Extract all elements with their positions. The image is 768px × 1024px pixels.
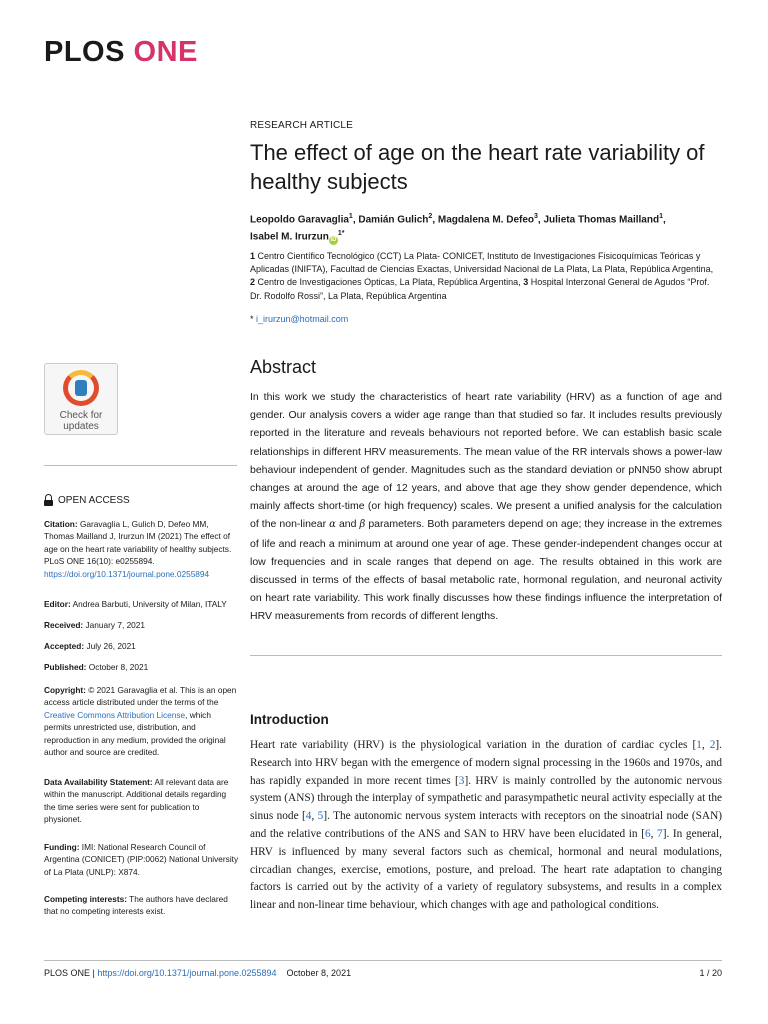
competing-interests-block — [44, 893, 239, 918]
check-for-updates-badge[interactable] — [44, 363, 118, 435]
reference-link[interactable]: 7 — [657, 827, 663, 840]
introduction-heading: Introduction — [250, 712, 329, 727]
footer-date: October 8, 2021 — [286, 968, 352, 978]
journal-logo[interactable] — [44, 36, 198, 69]
abstract-heading: Abstract — [250, 357, 317, 377]
accepted-text: July 26, 2021 — [86, 641, 136, 651]
author-affil-sup: 1 — [348, 213, 353, 220]
author-name[interactable]: Isabel M. Irurzun — [250, 231, 329, 243]
introduction-text: , — [311, 810, 318, 823]
reference-link[interactable]: 5 — [317, 810, 324, 823]
accepted-label: Accepted: — [44, 641, 85, 651]
author-name[interactable]: Leopoldo Garavaglia — [250, 214, 349, 226]
author-name[interactable]: Damián Gulich — [358, 214, 429, 226]
data-availability-block — [44, 776, 239, 826]
introduction-text: Heart rate variability (HRV) is the physiological variation in the duration of cardiac cycles [ — [250, 739, 697, 751]
citation-block — [44, 518, 239, 580]
data-availability-label: Data Availability Statement: — [44, 777, 153, 787]
introduction-text: ]. In general, HRV is influenced by many several factors such as chemical, hormonal and neural modulations, circadian changes, exercise, emotions, posture, and preload. The heart rate adaptation to changing factors is carried out by the activity of a variety of regulatory subsystems, and results in a complex linear and non-linear time behaviour, which changes with age and pathological conditions. — [250, 827, 722, 912]
page-number: 1 / 20 — [699, 968, 722, 978]
copyright-block — [44, 684, 239, 758]
footer-divider — [44, 960, 722, 961]
received-block — [44, 619, 239, 631]
author-affil-sup: 1* — [337, 230, 345, 238]
copyright-text: © 2021 Garavaglia et al. This is an open access article distributed under the terms of the — [44, 685, 237, 708]
accepted-block — [44, 640, 239, 652]
data-availability-text: All relevant data are within the manuscript. Additional details regarding the time series were sent for publication to physionet. — [44, 777, 229, 825]
introduction-text: , — [650, 827, 658, 840]
footer-separator: | — [90, 968, 98, 978]
divider — [250, 655, 722, 656]
open-lock-icon — [44, 494, 53, 506]
crossmark-icon — [63, 370, 99, 406]
reference-link[interactable]: 2 — [709, 739, 716, 751]
copyright-label: Copyright: — [44, 685, 86, 695]
badge-line2: updates — [63, 421, 99, 432]
author-list: Leopoldo Garavaglia$^1$, Damián Gulich$^2$, Magdalena M. Defeo$^3$, Julieta Thomas Mailland$^1$, Isabel M. Irurzun $iD^{1*}$ — [250, 213, 666, 243]
received-text: January 7, 2021 — [85, 620, 146, 630]
introduction-text: ]. The autonomic nervous system interacts with receptors on the sinoatrial node (SAN) and the relative contributions of the ANS and SAN to HRV have been elucidated in [ — [250, 810, 722, 840]
open-access-text: OPEN ACCESS — [58, 494, 130, 506]
page-footer — [44, 968, 722, 978]
introduction-text: ]. Research into HRV began with the emergence of modern signal processing in the 1960s and 1970s, and has rapidly expanded in more recent times [ — [250, 739, 722, 787]
introduction-body — [250, 737, 722, 915]
author-affil-sup: 2 — [428, 213, 433, 220]
abstract-text: In this work we study the characteristics of heart rate variability (HRV) as a function of age and gender. Our analysis covers a wider age range than that studied so far. It includes results previously reported in the literature and reveals behaviours not reported before. We can establish basic scale relationships in different HRV measurements. The mean value of the RR intervals shows a power-law behaviour independent of gender. Magnitudes such as the standard deviation or pNN50 show abrupt changes at around the age of 12 years, and above that age they show gender dependence, which mainly affects short-time (or high frequency) scales. We present a unified analysis for the calculation of the non-linear — [250, 391, 722, 531]
funding-text: IMI: National Research Council of Argentina (CONICET) (PIP:0062) National University of La Plata (UNLP): X874. — [44, 842, 239, 877]
article-type: RESEARCH ARTICLE — [250, 120, 354, 131]
open-access-label — [44, 494, 130, 506]
editor-block — [44, 598, 239, 610]
reference-link[interactable]: 4 — [305, 810, 312, 823]
introduction-text: ]. HRV is mainly controlled by the autonomic nervous system (ANS) through the interplay of sympathetic and parasympathetic neural activity especially at the sinus node [ — [250, 774, 722, 823]
affil-text: Hospital Interzonal General de Agudos “Prof. Dr. Rodolfo Rossi”, La Plata, República Argentina — [250, 277, 710, 301]
logo-one: ONE — [133, 36, 198, 68]
footer-doi-link[interactable]: https://doi.org/10.1371/journal.pone.0255894 — [97, 968, 277, 978]
author-name[interactable]: Julieta Thomas Mailland — [543, 214, 660, 226]
abstract-text: parameters. Both parameters depend on age; they increase in the extremes of life and reach a minimum at around one year of age. These gender-independent changes occur at low frequencies and in scale ranges that depend on age. The results obtained in this work are discussed in terms of the effects of basal metabolic rate, hormonal regulation, and neuronal activity on heart rate variability. This work finally discusses how these findings influence the interpretation of HRV measurements from records of different lengths. — [250, 518, 723, 623]
published-text: October 8, 2021 — [88, 662, 149, 672]
footer-journal: PLOS ONE — [44, 968, 91, 978]
email-link[interactable]: i_irurzun@hotmail.com — [256, 314, 349, 324]
divider — [44, 465, 237, 466]
alpha-symbol: α — [329, 519, 336, 531]
orcid-icon[interactable]: iD — [330, 236, 337, 243]
citation-text: Garavaglia L, Gulich D, Defeo MM, Thomas Mailland J, Irurzun IM (2021) The effect of age on the heart rate variability of healthy subjects. PLoS ONE 16(10): e0255894. — [44, 519, 232, 567]
citation-doi-link[interactable]: https://doi.org/10.1371/journal.pone.0255894 — [44, 568, 210, 579]
published-label: Published: — [44, 662, 87, 672]
affil-text: Centro de Investigaciones Opticas, La Plata, República Argentina, — [257, 277, 521, 288]
badge-line1: Check for — [59, 410, 103, 421]
author-affil-sup: 3 — [534, 213, 538, 220]
affil-text: Centro Científico Tecnológico (CCT) La Plata- CONICET, Instituto de Investigaciones Fisicoquímicas Teóricas y Aplicadas (INIFTA), Facultad de Ciencias Exactas, Universidad Nacional de La Plata, La Plata, República Argentina, — [250, 251, 714, 275]
corresponding-email — [250, 314, 348, 324]
published-block — [44, 661, 239, 673]
received-label: Received: — [44, 620, 84, 630]
competing-text: The authors have declared that no competing interests exist. — [44, 894, 228, 917]
license-link[interactable]: Creative Commons Attribution License — [44, 709, 186, 720]
competing-label: Competing interests: — [44, 894, 127, 904]
email-star: * — [250, 314, 254, 324]
affil-number: 1 — [250, 251, 256, 261]
introduction-text: , — [701, 739, 710, 751]
reference-link[interactable]: 6 — [644, 827, 651, 840]
author-affil-sup: 1 — [659, 213, 663, 220]
beta-symbol: β — [359, 519, 366, 531]
affil-number: 2 — [250, 277, 256, 288]
abstract-body — [250, 388, 722, 626]
funding-label: Funding: — [44, 842, 80, 852]
editor-label: Editor: — [44, 599, 71, 609]
affil-number: 3 — [523, 277, 529, 288]
funding-block — [44, 841, 239, 878]
author-name[interactable]: Magdalena M. Defeo — [437, 214, 535, 226]
reference-link[interactable]: 3 — [458, 774, 465, 787]
abstract-and: and — [335, 518, 360, 531]
editor-text: Andrea Barbuti, University of Milan, ITALY — [72, 599, 227, 609]
reference-link[interactable]: 1 — [696, 739, 702, 751]
article-title: The effect of age on the heart rate variability of healthy subjects — [250, 140, 705, 194]
affiliations — [250, 250, 720, 303]
logo-plos: PLOS — [44, 36, 125, 68]
footer-citation — [44, 968, 351, 978]
copyright-text: , which permits unrestricted use, distribution, and reproduction in any medium, provided the original author and source are credited. — [44, 709, 226, 758]
citation-label: Citation: — [44, 519, 78, 529]
